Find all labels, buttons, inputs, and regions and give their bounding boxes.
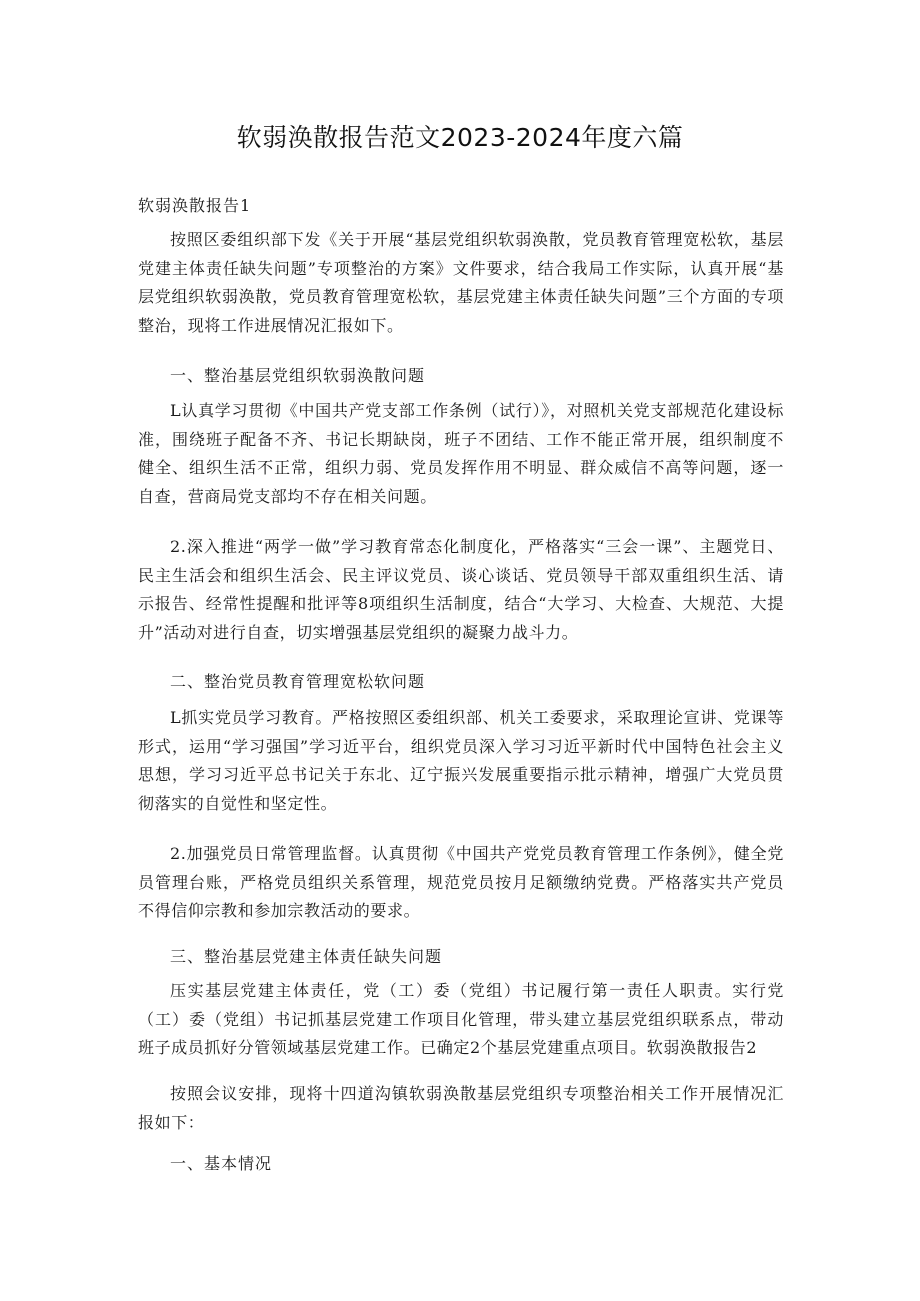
- paragraph-report-2-intro: 按照会议安排，现将十四道沟镇软弱涣散基层党组织专项整治相关工作开展情况汇报如下：: [138, 1084, 784, 1132]
- section-heading-2: 二、整治党员教育管理宽松软问题: [170, 672, 426, 691]
- document-title: 软弱涣散报告范文2023-2024年度六篇: [236, 123, 684, 152]
- section-heading-3: 三、整治基层党建主体责任缺失问题: [170, 947, 443, 966]
- paragraph-2-2: 2.加强党员日常管理监督。认真贯彻《中国共产党党员教育管理工作条例》，健全党员管理台账，严格党员组织关系管理，规范党员按月足额缴纳党费。严格落实共产党员不得信仰宗教和参加宗教活动的要求。: [138, 844, 784, 921]
- paragraph-1-2: 2.深入推进“两学一做”学习教育常态化制度化，严格落实“三会一课”、主题党日、民主生活会和组织生活会、民主评议党员、谈心谈话、党员领导干部双重组织生活、请示报告、经常性提醒和批评等8项组织生活制度，结合“大学习、大检查、大规范、大提升”活动对进行自查，切实增强基层党组织的凝聚力战斗力。: [138, 537, 784, 642]
- intro-paragraph: 按照区委组织部下发《关于开展“基层党组织软弱涣散，党员教育管理宽松软，基层党建主体责任缺失问题”专项整治的方案》文件要求，结合我局工作实际，认真开展“基层党组织软弱涣散，党员教育管理宽松软，基层党建主体责任缺失问题”三个方面的专项整治，现将工作进展情况汇报如下。: [138, 230, 784, 335]
- section-heading-1: 一、整治基层党组织软弱涣散问题: [170, 366, 426, 385]
- paragraph-2-1: L抓实党员学习教育。严格按照区委组织部、机关工委要求，采取理论宣讲、党课等形式，运用“学习强国”学习近平台，组织党员深入学习习近平新时代中国特色社会主义思想，学习习近平总书记关于东北、辽宁振兴发展重要指示批示精神，增强广大党员贯彻落实的自觉性和坚定性。: [138, 708, 784, 813]
- paragraph-1-1: L认真学习贯彻《中国共产党支部工作条例（试行）》，对照机关党支部规范化建设标准，围绕班子配备不齐、书记长期缺岗，班子不团结、工作不能正常开展，组织制度不健全、组织生活不正常，组织力弱、党员发挥作用不明显、群众威信不高等问题，逐一自查，营商局党支部均不存在相关问题。: [138, 401, 784, 506]
- paragraph-3-1: 压实基层党建主体责任，党（工）委（党组）书记履行第一责任人职责。实行党（工）委（党组）书记抓基层党建工作项目化管理，带头建立基层党组织联系点，带动班子成员抓好分管领域基层党建工作。已确定2个基层党建重点项目。软弱涣散报告2: [138, 981, 784, 1058]
- section-heading-basic-info: 一、基本情况: [170, 1154, 273, 1173]
- report-label: 软弱涣散报告1: [138, 196, 252, 215]
